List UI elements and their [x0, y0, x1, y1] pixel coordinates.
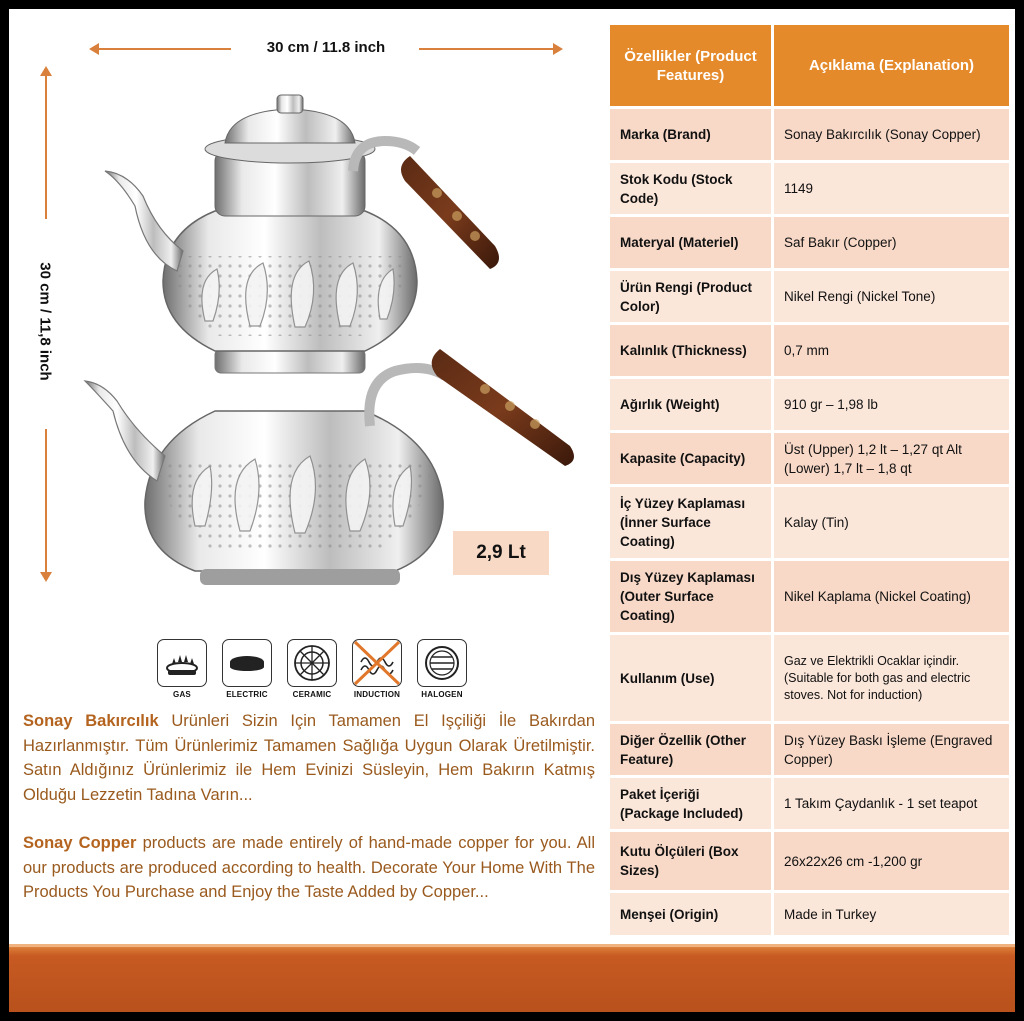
value-cell: 1 Takım Çaydanlık - 1 set teapot: [774, 778, 1009, 829]
value-cell: Gaz ve Elektrikli Ocaklar içindir. (Suitable for both gas and electric stoves. Not for induction): [774, 635, 1009, 721]
width-label: 30 cm / 11.8 inch: [266, 39, 386, 56]
table-row: [610, 109, 1009, 160]
height-label: 30 cm / 11,8 inch: [36, 262, 54, 381]
feature-cell: Kalınlık (Thickness): [610, 325, 771, 376]
height-dimension: [35, 69, 57, 579]
feature-cell: Ürün Rengi (Product Color): [610, 271, 771, 322]
spec-table: [610, 25, 1009, 938]
value-cell: Üst (Upper) 1,2 lt – 1,27 qt Alt (Lower) 1,7 lt – 1,8 qt: [774, 433, 1009, 484]
value-cell: Made in Turkey: [774, 893, 1009, 935]
value-cell: Nikel Kaplama (Nickel Coating): [774, 561, 1009, 632]
electric-plate-icon: [222, 639, 272, 687]
feature-cell: Kutu Ölçüleri (Box Sizes): [610, 832, 771, 890]
feature-cell: Ağırlık (Weight): [610, 379, 771, 430]
feature-cell: Paket İçeriği (Package Included): [610, 778, 771, 829]
value-cell: 0,7 mm: [774, 325, 1009, 376]
header-features: Özellikler (Product Features): [610, 25, 771, 106]
double-teapot-image: [65, 81, 585, 591]
capacity-badge: 2,9 Lt: [453, 531, 549, 575]
feature-cell: Menşei (Origin): [610, 893, 771, 935]
feature-cell: Dış Yüzey Kaplaması (Outer Surface Coating): [610, 561, 771, 632]
table-row: [610, 778, 1009, 829]
dimension-line: [45, 429, 47, 579]
width-dimension: [91, 37, 561, 59]
description-en-text: products are made entirely of hand-made copper for you. All our products are produced according to health. Decorate Your Home With The Products You Purchase and Enjoy the Taste Added by Copper...: [23, 834, 595, 901]
stove-label: INDUCTION: [353, 690, 401, 699]
table-row: [610, 832, 1009, 890]
table-row: [610, 561, 1009, 632]
table-row: [610, 487, 1009, 558]
dimension-line: [45, 69, 47, 219]
feature-cell: Stok Kodu (Stock Code): [610, 163, 771, 214]
arrow-down-icon: [40, 572, 52, 582]
value-cell: 910 gr – 1,98 lb: [774, 379, 1009, 430]
ceramic-hob-icon: [287, 639, 337, 687]
table-row: [610, 163, 1009, 214]
value-cell: Saf Bakır (Copper): [774, 217, 1009, 268]
brand-name-en: Sonay Copper: [23, 834, 137, 852]
stove-label: ELECTRIC: [226, 690, 268, 699]
feature-cell: Materyal (Materiel): [610, 217, 771, 268]
value-cell: Sonay Bakırcılık (Sonay Copper): [774, 109, 1009, 160]
halogen-hob-icon: [417, 639, 467, 687]
table-row: [610, 271, 1009, 322]
feature-cell: Kullanım (Use): [610, 635, 771, 721]
stove-label: GAS: [173, 690, 191, 699]
table-row: [610, 433, 1009, 484]
table-row: [610, 893, 1009, 935]
table-header: [610, 25, 1009, 106]
value-cell: Nikel Rengi (Nickel Tone): [774, 271, 1009, 322]
table-row: [610, 635, 1009, 721]
product-description: [23, 709, 595, 929]
feature-cell: Marka (Brand): [610, 109, 771, 160]
induction-stove: [352, 639, 402, 699]
product-sheet: [9, 9, 1015, 1012]
table-row: [610, 325, 1009, 376]
table-row: [610, 379, 1009, 430]
gas-burner-icon: [157, 639, 207, 687]
description-english: [23, 831, 595, 905]
description-turkish: [23, 709, 595, 807]
feature-cell: İç Yüzey Kaplaması (İnner Surface Coating): [610, 487, 771, 558]
value-cell: Kalay (Tin): [774, 487, 1009, 558]
value-cell: 26x22x26 cm -1,200 gr: [774, 832, 1009, 890]
description-tr-text: Urünleri Sizin Için Tamamen El Işçiliği İle Bakırdan Hazırlanmıştır. Tüm Ürünlerimiz Tamamen Sağlığa Uygun Olarak Üretilmiştir. Satın Aldığınız Ürünlerimiz ile Hem Evinizi Süsleyin, Hem Bakırın Katmış Olduğu Lezzetin Tadına Varın...: [23, 712, 595, 804]
bottom-decorative-bar: [9, 944, 1015, 1012]
stove-label: HALOGEN: [421, 690, 463, 699]
stove-label: CERAMIC: [292, 690, 332, 699]
feature-cell: Diğer Özellik (Other Feature): [610, 724, 771, 775]
value-cell: Dış Yüzey Baskı İşleme (Engraved Copper): [774, 724, 1009, 775]
header-explanation: Açıklama (Explanation): [774, 25, 1009, 106]
induction-crossed-icon: [352, 639, 402, 687]
brand-name-tr: Sonay Bakırcılık: [23, 712, 159, 730]
halogen-stove: [417, 639, 467, 699]
table-row: [610, 724, 1009, 775]
stove-compatibility-icons: [157, 639, 467, 705]
electric-stove: [222, 639, 272, 699]
gas-stove: [157, 639, 207, 699]
arrow-up-icon: [40, 66, 52, 76]
table-row: [610, 217, 1009, 268]
feature-cell: Kapasite (Capacity): [610, 433, 771, 484]
ceramic-stove: [287, 639, 337, 699]
value-cell: 1149: [774, 163, 1009, 214]
